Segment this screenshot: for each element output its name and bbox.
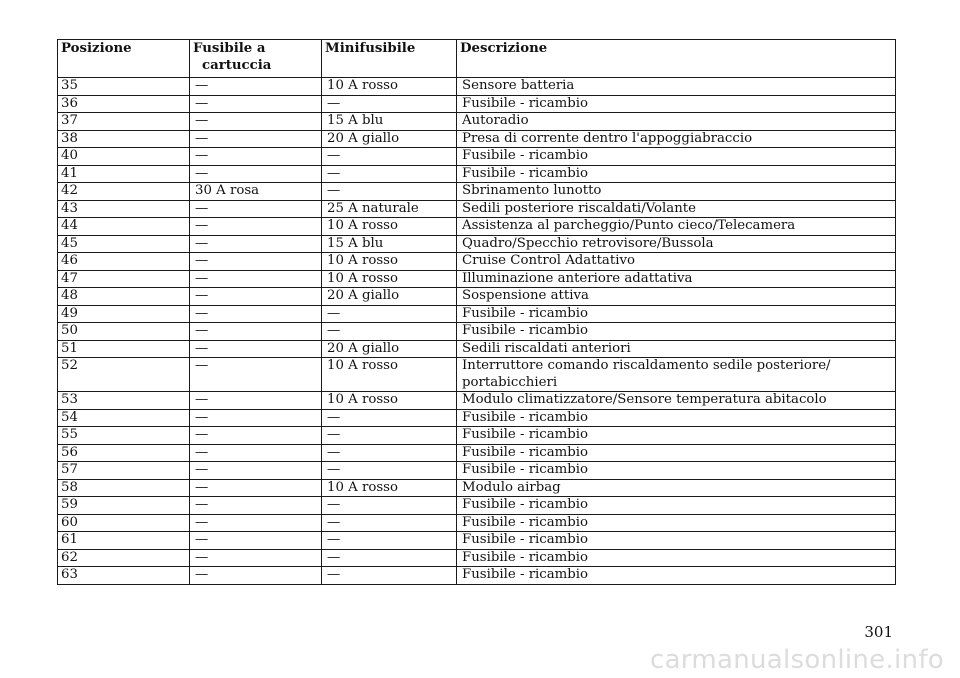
cell-fusibile-cartuccia: — <box>190 444 322 462</box>
cell-descrizione: Sbrinamento lunotto <box>457 183 896 201</box>
cell-fusibile-cartuccia: — <box>190 130 322 148</box>
cell-descrizione: Modulo airbag <box>457 479 896 497</box>
cell-fusibile-cartuccia: — <box>190 427 322 445</box>
cell-fusibile-cartuccia: — <box>190 567 322 585</box>
cell-descrizione: Assistenza al parcheggio/Punto cieco/Telecamera <box>457 218 896 236</box>
table-row <box>58 462 896 480</box>
cell-fusibile-cartuccia: — <box>190 532 322 550</box>
cell-minifusibile: — <box>322 427 457 445</box>
cell-posizione: 38 <box>58 130 190 148</box>
table-row <box>58 358 896 392</box>
table-row <box>58 200 896 218</box>
cell-posizione: 51 <box>58 340 190 358</box>
cell-posizione: 53 <box>58 392 190 410</box>
fuse-table <box>57 39 896 585</box>
table-row <box>58 253 896 271</box>
cell-descrizione: Cruise Control Adattativo <box>457 253 896 271</box>
cell-descrizione: Fusibile - ricambio <box>457 497 896 515</box>
cell-posizione: 50 <box>58 323 190 341</box>
cell-fusibile-cartuccia: 30 A rosa <box>190 183 322 201</box>
table-row <box>58 340 896 358</box>
cell-fusibile-cartuccia: — <box>190 497 322 515</box>
cell-posizione: 35 <box>58 78 190 96</box>
table-row <box>58 78 896 96</box>
cell-fusibile-cartuccia: — <box>190 462 322 480</box>
table-row <box>58 130 896 148</box>
table-row <box>58 270 896 288</box>
cell-descrizione: Illuminazione anteriore adattativa <box>457 270 896 288</box>
header-fusibile-line1: Fusibile a <box>193 41 266 56</box>
cell-descrizione: Fusibile - ricambio <box>457 549 896 567</box>
cell-posizione: 41 <box>58 165 190 183</box>
cell-minifusibile: 15 A blu <box>322 235 457 253</box>
cell-posizione: 62 <box>58 549 190 567</box>
cell-fusibile-cartuccia: — <box>190 200 322 218</box>
cell-minifusibile: — <box>322 567 457 585</box>
cell-descrizione: Fusibile - ricambio <box>457 444 896 462</box>
cell-descrizione: Fusibile - ricambio <box>457 514 896 532</box>
cell-minifusibile: — <box>322 462 457 480</box>
cell-fusibile-cartuccia: — <box>190 323 322 341</box>
table-row <box>58 148 896 166</box>
table-row <box>58 427 896 445</box>
cell-minifusibile: 10 A rosso <box>322 253 457 271</box>
table-row <box>58 165 896 183</box>
table-row <box>58 323 896 341</box>
cell-fusibile-cartuccia: — <box>190 340 322 358</box>
cell-descrizione: Quadro/Specchio retrovisore/Bussola <box>457 235 896 253</box>
cell-fusibile-cartuccia: — <box>190 288 322 306</box>
cell-fusibile-cartuccia: — <box>190 148 322 166</box>
cell-posizione: 36 <box>58 95 190 113</box>
cell-posizione: 43 <box>58 200 190 218</box>
header-minifusibile: Minifusibile <box>322 40 457 78</box>
cell-posizione: 54 <box>58 409 190 427</box>
cell-posizione: 37 <box>58 113 190 131</box>
table-row <box>58 409 896 427</box>
table-row <box>58 235 896 253</box>
cell-descrizione: Fusibile - ricambio <box>457 165 896 183</box>
cell-minifusibile: — <box>322 409 457 427</box>
cell-fusibile-cartuccia: — <box>190 305 322 323</box>
cell-posizione: 40 <box>58 148 190 166</box>
cell-minifusibile: — <box>322 444 457 462</box>
cell-minifusibile: — <box>322 148 457 166</box>
cell-descrizione: Fusibile - ricambio <box>457 427 896 445</box>
cell-descrizione: Fusibile - ricambio <box>457 567 896 585</box>
cell-descrizione: Autoradio <box>457 113 896 131</box>
table-header-row <box>58 40 896 78</box>
cell-descrizione: Sensore batteria <box>457 78 896 96</box>
cell-fusibile-cartuccia: — <box>190 235 322 253</box>
cell-fusibile-cartuccia: — <box>190 78 322 96</box>
cell-posizione: 63 <box>58 567 190 585</box>
table-row <box>58 305 896 323</box>
table-row <box>58 183 896 201</box>
cell-fusibile-cartuccia: — <box>190 95 322 113</box>
cell-posizione: 61 <box>58 532 190 550</box>
cell-posizione: 49 <box>58 305 190 323</box>
table-row <box>58 497 896 515</box>
fuse-table-body <box>58 78 896 585</box>
page-number: 301 <box>864 623 893 641</box>
table-row <box>58 549 896 567</box>
header-fusibile-a-cartuccia <box>190 40 322 78</box>
table-row <box>58 288 896 306</box>
cell-minifusibile: 10 A rosso <box>322 358 457 392</box>
cell-fusibile-cartuccia: — <box>190 253 322 271</box>
cell-posizione: 59 <box>58 497 190 515</box>
table-row <box>58 113 896 131</box>
cell-minifusibile: 20 A giallo <box>322 130 457 148</box>
cell-minifusibile: 20 A giallo <box>322 288 457 306</box>
cell-minifusibile: — <box>322 549 457 567</box>
cell-posizione: 44 <box>58 218 190 236</box>
table-row <box>58 95 896 113</box>
cell-posizione: 58 <box>58 479 190 497</box>
cell-descrizione: Fusibile - ricambio <box>457 532 896 550</box>
cell-fusibile-cartuccia: — <box>190 479 322 497</box>
cell-minifusibile: 10 A rosso <box>322 78 457 96</box>
cell-descrizione: Fusibile - ricambio <box>457 148 896 166</box>
cell-descrizione: Modulo climatizzatore/Sensore temperatura abitacolo <box>457 392 896 410</box>
cell-fusibile-cartuccia: — <box>190 270 322 288</box>
table-row <box>58 479 896 497</box>
cell-descrizione: Fusibile - ricambio <box>457 409 896 427</box>
cell-minifusibile: 10 A rosso <box>322 270 457 288</box>
cell-descrizione: Fusibile - ricambio <box>457 305 896 323</box>
cell-posizione: 55 <box>58 427 190 445</box>
cell-descrizione <box>457 358 896 392</box>
table-row <box>58 532 896 550</box>
watermark-text: carmanualsonline.info <box>649 645 944 675</box>
cell-minifusibile: 10 A rosso <box>322 479 457 497</box>
cell-posizione: 48 <box>58 288 190 306</box>
cell-fusibile-cartuccia: — <box>190 514 322 532</box>
cell-posizione: 60 <box>58 514 190 532</box>
cell-posizione: 46 <box>58 253 190 271</box>
cell-minifusibile: 25 A naturale <box>322 200 457 218</box>
cell-posizione: 45 <box>58 235 190 253</box>
descrizione-line2: portabicchieri <box>462 374 558 390</box>
cell-descrizione: Presa di corrente dentro l'appoggiabraccio <box>457 130 896 148</box>
cell-descrizione: Fusibile - ricambio <box>457 462 896 480</box>
cell-minifusibile: — <box>322 497 457 515</box>
cell-posizione: 42 <box>58 183 190 201</box>
cell-fusibile-cartuccia: — <box>190 409 322 427</box>
cell-minifusibile: 15 A blu <box>322 113 457 131</box>
table-row <box>58 444 896 462</box>
descrizione-line1: Interruttore comando riscaldamento sedile posteriore/ <box>462 358 831 373</box>
cell-minifusibile: — <box>322 165 457 183</box>
cell-minifusibile: — <box>322 183 457 201</box>
cell-descrizione: Sospensione attiva <box>457 288 896 306</box>
cell-fusibile-cartuccia: — <box>190 392 322 410</box>
cell-posizione: 56 <box>58 444 190 462</box>
cell-minifusibile: — <box>322 514 457 532</box>
cell-descrizione: Sedili posteriore riscaldati/Volante <box>457 200 896 218</box>
cell-posizione: 47 <box>58 270 190 288</box>
table-row <box>58 392 896 410</box>
cell-fusibile-cartuccia: — <box>190 165 322 183</box>
header-fusibile-line2: cartuccia <box>202 57 272 73</box>
header-descrizione: Descrizione <box>457 40 896 78</box>
cell-minifusibile: 20 A giallo <box>322 340 457 358</box>
cell-posizione: 57 <box>58 462 190 480</box>
table-row <box>58 567 896 585</box>
cell-fusibile-cartuccia: — <box>190 549 322 567</box>
cell-minifusibile: 10 A rosso <box>322 392 457 410</box>
cell-fusibile-cartuccia: — <box>190 358 322 392</box>
cell-descrizione: Fusibile - ricambio <box>457 323 896 341</box>
cell-descrizione: Sedili riscaldati anteriori <box>457 340 896 358</box>
cell-minifusibile: — <box>322 305 457 323</box>
header-posizione: Posizione <box>58 40 190 78</box>
table-row <box>58 514 896 532</box>
cell-fusibile-cartuccia: — <box>190 113 322 131</box>
cell-minifusibile: — <box>322 532 457 550</box>
cell-minifusibile: 10 A rosso <box>322 218 457 236</box>
table-row <box>58 218 896 236</box>
cell-descrizione: Fusibile - ricambio <box>457 95 896 113</box>
cell-minifusibile: — <box>322 323 457 341</box>
cell-minifusibile: — <box>322 95 457 113</box>
cell-fusibile-cartuccia: — <box>190 218 322 236</box>
cell-posizione: 52 <box>58 358 190 392</box>
